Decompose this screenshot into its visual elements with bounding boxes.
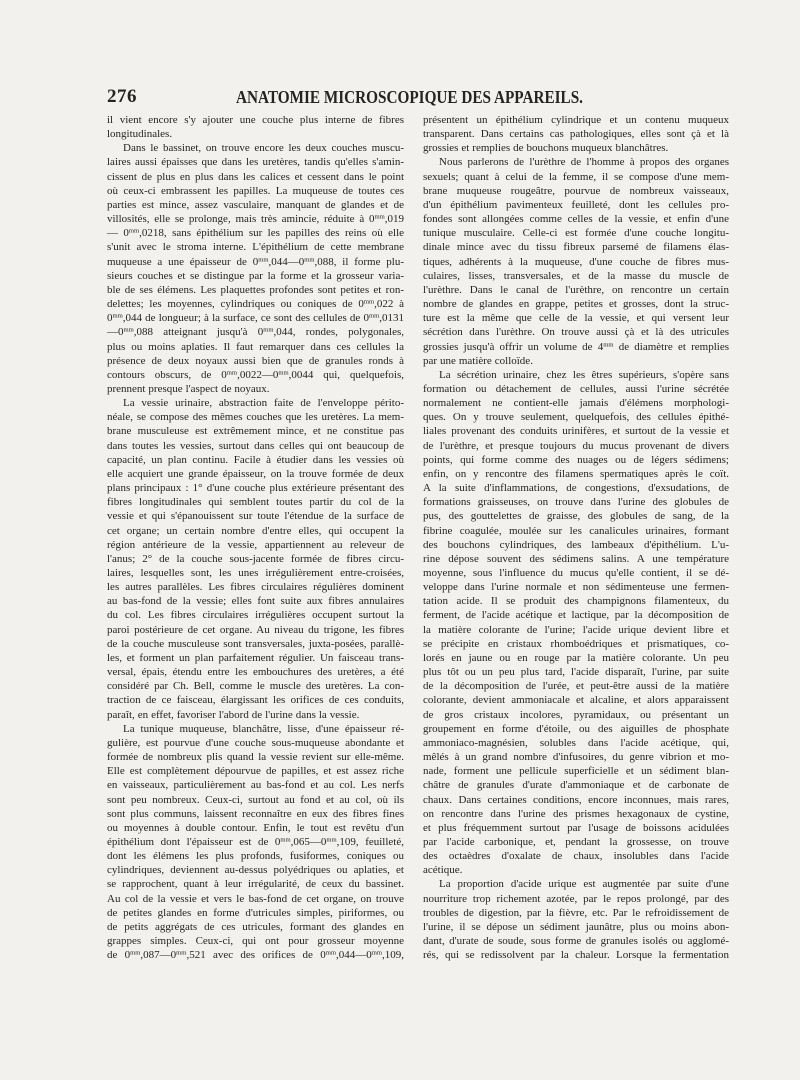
text-line: présence de deux noyaux aussi bien que de granules ronds à <box>107 354 404 367</box>
unit-superscript: mm <box>176 949 187 957</box>
text-line: par une matière colloïde. <box>423 354 533 367</box>
text-line: sont peu nombreux. Ceux-ci, surtout au fond et au col, où ils <box>107 793 404 806</box>
text-line: points, qui forme comme des nuages ou de légers sédimens; <box>423 453 729 466</box>
text-line: les, et forment un plan parfaitement régulier. Un faisceau trans- <box>107 651 404 664</box>
running-title: ANATOMIE MICROSCOPIQUE DES APPAREILS. <box>236 87 583 107</box>
paragraph <box>107 722 404 963</box>
text-line: il vient encore s'y ajouter une couche plus interne de fibres <box>107 114 404 126</box>
text-line: de l'urèthre, et presque toujours du mucus provenant de divers <box>423 439 729 452</box>
text-line: sont plus communs, laissent reconnaître en eux des fibres fines <box>107 807 404 820</box>
text-line: nourriture trop richement azotée, par le repos prolongé, par des <box>423 892 729 905</box>
paragraph <box>107 141 404 396</box>
text-line: brane muqueuse rougeâtre, pourvue de nombreux vaisseaux, <box>423 184 729 197</box>
text-line: formations graisseuses, on trouve dans l'urine des globules de <box>423 496 729 509</box>
text-line: présentent un épithélium cylindrique et un contenu muqueux <box>423 114 729 126</box>
text-line: se précipite en cristaux rhomboédriques et prismatiques, co- <box>423 637 729 650</box>
text-line: La vessie urinaire, abstraction faite de l'enveloppe périto- <box>123 397 404 410</box>
text-line: l'anus; 2° de la couche sous-jacente formée de fibres circu- <box>107 552 404 565</box>
text-line: plans principaux : 1° d'une couche plus extérieure présentant des <box>107 482 404 495</box>
text-line: Dans le bassinet, on trouve encore les deux couches muscu- <box>123 142 404 155</box>
text-line: laires aussi épaisses que dans les uretères, tandis qu'elles s'amin- <box>107 156 404 169</box>
text-line: culaires, lisses, transversales, et de la masse du muscle de <box>423 269 729 282</box>
text-line: sécrétion dans l'urèthre. On trouve aussi çà et là des utricules <box>423 326 729 339</box>
text-line: normalement ne contient-elle jamais d'élémens morphologi- <box>423 397 729 410</box>
text-line: La proportion d'acide urique est augmentée par suite d'une <box>439 878 729 891</box>
unit-superscript: mm <box>363 298 375 306</box>
unit-superscript: mm <box>128 227 140 235</box>
text-line: vessie et qui s'épanouissent sur toute l'étendue de la surface de <box>107 510 404 523</box>
text-line: Nous parlerons de l'urèthre de l'homme à propos des organes <box>439 156 729 169</box>
text-line: plus ou moins aplaties. Il faut remarquer dans ces cellules la <box>107 340 404 353</box>
text-line: au bas-fond de la vessie; elles font suite aux fibres annulaires <box>107 595 404 608</box>
text-line: et plus fréquemment surtout par l'usage de boissons acidulées <box>423 821 729 834</box>
text-line: ture est la même que celle de la vessie, et qui versent leur <box>423 312 729 325</box>
text-line: de gros cristaux incolores, pyramidaux, ou présentant un <box>423 708 729 721</box>
unit-superscript: mm <box>130 949 141 957</box>
unit-superscript: mm <box>263 327 274 335</box>
text-line: dont les élémens les plus profonds, fusiformes, coniques ou <box>107 850 404 863</box>
text-line: dinale mince avec du tissu fibreux parsemé de filamens élas- <box>423 241 729 254</box>
text-line: $0^{mm},044$ de longueur; à la surface, ce sont des cellules de $0^{mm},0131$ <box>107 312 404 325</box>
text-line: se rapprochent, quant à leur irrégularité, de ceux du bassinet. <box>107 878 404 891</box>
text-line: A la suite d'inflammations, de congestions, d'exsudations, de <box>423 482 729 495</box>
text-line: s'unit avec le stroma interne. L'épithélium de cette membrane <box>107 241 404 254</box>
text-line: d'un épithélium pavimenteux feuilleté, dont les cellules pro- <box>423 198 729 211</box>
text-line: enfin, on y rencontre des filamens spermatiques après le coït. <box>423 467 729 480</box>
unit-superscript: mm <box>374 213 385 221</box>
paragraph <box>423 113 729 155</box>
text-line: région antérieure de la vessie, appartiennent au releveur de <box>107 538 404 551</box>
text-line: grappes simples. Ceux-ci, qui ont pour grosseur moyenne <box>107 935 404 948</box>
text-line: considéré par Ch. Bell, comme le muscle des uretères. La con- <box>107 680 404 693</box>
unit-superscript: mm <box>326 836 337 844</box>
page-number: 276 <box>107 86 137 107</box>
text-line: de la couche musculeuse sont transversales, juxta-posées, parallè- <box>107 637 404 650</box>
text-line: formée de nombreux plis quand la vessie revient sur elle-même. <box>107 751 404 764</box>
text-line: acétique. <box>423 864 463 877</box>
text-line: ferment, de l'acide acétique et lactique, par la décomposition de <box>423 609 729 622</box>
text-line: pus, des gouttelettes de graisse, des globules de sang, de la <box>423 510 729 523</box>
text-line: néale, se compose des mêmes couches que les uretères. La mem- <box>107 411 404 424</box>
text-line: nombre de glandes en grappe, petites et grosses, dont la struc- <box>423 298 729 311</box>
text-line: Elle est complètement dépourvue de papilles, et est assez riche <box>107 765 404 778</box>
text-line: liales provenant des conduits urinifères, et surtout de la vessie et <box>423 425 729 438</box>
unit-superscript: mm <box>258 256 269 264</box>
text-line: La tunique muqueuse, blanchâtre, lisse, d'une épaisseur ré- <box>123 722 404 735</box>
text-line: de petites glandes en forme d'utricules simples, piriformes, ou <box>107 906 404 919</box>
text-line: contours obscurs, de $0^{mm},0022—0^{mm},0044$ qui, quelquefois, <box>107 368 404 381</box>
text-line: grossies jusqu'à offrir un volume de $4^{mm}$ de diamètre et remplies <box>423 340 729 353</box>
text-line: parties est mince, assez vasculaire, manquant de glandes et de <box>107 198 404 211</box>
text-line: versal, épais, étendu entre les embouchures des uretères, a été <box>107 666 404 679</box>
text-line: lorés en jaune ou en rouge par la matière colorante. Un peu <box>423 651 729 664</box>
unit-superscript: mm <box>226 369 238 377</box>
text-line: colorante, devient ammoniacale et alcaline, et alors apparaissent <box>423 694 729 707</box>
running-header <box>0 0 800 110</box>
text-line: de $0^{mm},087—0^{mm},521$ avec des orifices de $0^{mm},044—0^{mm},109$, <box>107 949 404 962</box>
text-line: on rencontre dans l'urine des prismes hexagonaux de cystine, <box>423 807 729 820</box>
text-line: ou moyennes à double contour. Enfin, le tout est revêtu d'un <box>107 821 404 834</box>
text-line: épithélium dont l'épaisseur est de $0^{mm},065—0^{mm},109$, feuilleté, <box>107 835 404 848</box>
unit-superscript: mm <box>368 312 380 320</box>
text-line: en vaisseaux, particulièrement au bas-fond et au col. Les nerfs <box>107 779 404 792</box>
text-line: des bouchons cylindriques, des lambeaux d'épithélium. L'u- <box>423 538 729 551</box>
text-line: la matière colorante de l'urine; l'acide urique devient libre et <box>423 623 729 636</box>
text-line: villosités, elle se prolonge, mais très amincie, réduite à $0^{mm},019$ <box>107 213 404 226</box>
text-line: l'urèthre. Dans le canal de l'urèthre, on rencontre un certain <box>423 283 729 296</box>
text-line: tunique musculaire. Celle-ci est formée d'une couche longitu- <box>423 227 729 240</box>
text-line: cissent de plus en plus dans les calices et cessent dans le point <box>107 170 404 183</box>
unit-superscript: mm <box>325 949 336 957</box>
text-line: rés, qui se redissolvent par la chaleur. Lorsque la fermentation <box>423 949 729 962</box>
text-line: châtre de granules d'urate d'ammoniaque et de carbonate de <box>423 779 729 792</box>
text-line: elle acquiert une grande épaisseur, on la trouve formée de deux <box>107 467 404 480</box>
text-line: de petits aggrégats de ces utricules, formant des glandes en <box>107 920 404 933</box>
text-line: longitudinales. <box>107 128 173 141</box>
text-line: paraît, en effet, favoriser l'abord de l'urine dans la vessie. <box>107 708 360 721</box>
text-line: traction de ce faisceau, élargissant les orifices de ces conduits, <box>107 694 404 707</box>
text-line: laires, lesquelles sont, les unes irrégulièrement entre-croisées, <box>107 567 404 579</box>
text-line: La sécrétion urinaire, chez les êtres supérieurs, s'opère sans <box>439 368 729 381</box>
text-line: delettes; les moyennes, cylindriques ou coniques de $0^{mm},022$ à <box>107 298 404 311</box>
paragraph <box>423 368 729 878</box>
text-column-right <box>423 113 729 962</box>
text-line: formation ou détachement de cellules, aussi l'urine sécrétée <box>423 382 729 395</box>
text-line: $—0^{mm},088$ atteignant jusqu'à $0^{mm},044$, rondes, polygonales, <box>107 326 404 339</box>
unit-superscript: mm <box>603 341 614 349</box>
paragraph <box>107 396 404 722</box>
text-line: rine dépose souvent des sédimens salins. A une température <box>423 552 729 565</box>
text-line: les autres parallèles. Les fibres circulaires régulières dominent <box>107 581 404 594</box>
text-line: tiques, adhérents à la muqueuse, d'une couche de fibres mus- <box>423 255 729 268</box>
text-line: plus tôt ou un peu plus tard, l'acide disparaît, l'urine, par suite <box>423 666 729 679</box>
text-line: ammoniaco-magnésien, solubles dans l'acide acétique, qui, <box>423 736 729 749</box>
text-line: cylindriques, deviennent au-dessus polyédriques ou aplaties, et <box>107 864 404 877</box>
text-line: ques. On y trouve seulement, quelquefois, des cellules épithé- <box>423 411 729 424</box>
text-line: veloppe dans l'urine normale et non sédimenteuse une fermen- <box>423 581 729 594</box>
unit-superscript: mm <box>278 369 289 377</box>
text-line: par l'acide carbonique, et, pendant la grossesse, on trouve <box>423 835 729 848</box>
text-line: chaux. Dans certaines conditions, encore inconnues, mais rares, <box>423 793 729 806</box>
text-line: paroi postérieure de cet organe. Au niveau du trigone, les fibres <box>107 623 404 636</box>
unit-superscript: mm <box>112 312 123 320</box>
text-line: nade, forment une pellicule superficielle et un sédiment blan- <box>423 765 729 778</box>
paragraph <box>423 877 729 962</box>
text-line: Au col de la vessie et vers le bas-fond de cet organe, on trouve <box>107 892 404 905</box>
text-line: ble de ses élémens. Les plaquettes profondes sont petites et ron- <box>107 283 404 296</box>
text-line: fibrine coagulée, moulée sur les canalicules urinaires, formant <box>423 524 729 537</box>
text-line: des octaèdres d'oxalate de chaux, insolubles dans l'acide <box>423 850 729 863</box>
unit-superscript: mm <box>371 949 382 957</box>
text-line: troubles de digestion, par la fièvre, etc. Par le refroidissement de <box>423 906 729 919</box>
text-line: sieurs couches et se distingue par la forme et la grosseur varia- <box>107 269 404 282</box>
text-line: capacité, un plan continu. Facile à étudier dans les vessies où <box>107 453 404 466</box>
text-line: dant, d'urate de soude, sous forme de granules isolés ou agglomé- <box>423 935 729 948</box>
text-line: du col. Les fibres circulaires irrégulières occupent surtout la <box>107 609 404 622</box>
text-line: transparent. Dans certains cas pathologiques, elles sont çà et là <box>423 128 729 141</box>
unit-superscript: mm <box>304 256 315 264</box>
text-line: groupement en forme d'étoile, ou des aiguilles de phosphate <box>423 722 729 735</box>
text-line: moyenne, sous l'influence du mucus qu'elle contient, il se dé- <box>423 567 729 579</box>
text-line: gulière, est pourvue d'une couche sous-muqueuse abondante et <box>107 736 404 749</box>
text-line: mêlés à un grand nombre d'infusoires, du genre vibrion et mo- <box>423 751 729 764</box>
text-line: fondes sont allongées comme celles de la vessie, et enfin d'une <box>423 213 729 226</box>
paragraph <box>107 113 404 141</box>
text-line: cet organe; un certain nombre d'entre elles, qui occupent la <box>107 524 404 537</box>
text-line: sexuels; quant à celui de la femme, il se compose d'une mem- <box>423 170 729 183</box>
text-line: de la décomposition de l'urée, et peut-être aussi de la matière <box>423 680 729 693</box>
text-line: prennent presque l'aspect de noyaux. <box>107 382 270 395</box>
text-line: dans toutes les vessies, surtout dans celles qui ont beaucoup de <box>107 439 404 452</box>
paragraph <box>423 155 729 367</box>
text-line: muqueuse a une épaisseur de $0^{mm},044—0^{mm},088$, il forme plu- <box>107 255 404 268</box>
text-line: grossies et remplies de bouchons muqueux blanchâtres. <box>423 142 669 155</box>
text-column-left <box>107 113 404 962</box>
text-line: — $0^{mm},0218$, sans épithélium sur les papilles des reins où elle <box>107 227 405 240</box>
text-line: où ceux-ci embrassent les papilles. La muqueuse de toutes ces <box>107 184 404 197</box>
unit-superscript: mm <box>123 327 134 335</box>
unit-superscript: mm <box>280 836 291 844</box>
text-line: brane musculeuse est extrêmement mince, et ne constitue pas <box>107 425 404 438</box>
text-line: fibres longitudinales qui semblent toutes partir du col de la <box>107 496 404 509</box>
text-line: tation acide. Il se produit des champignons filamenteux, du <box>423 595 729 608</box>
text-line: l'urine, il se dépose un sédiment jaunâtre, plus ou moins abon- <box>423 920 729 933</box>
